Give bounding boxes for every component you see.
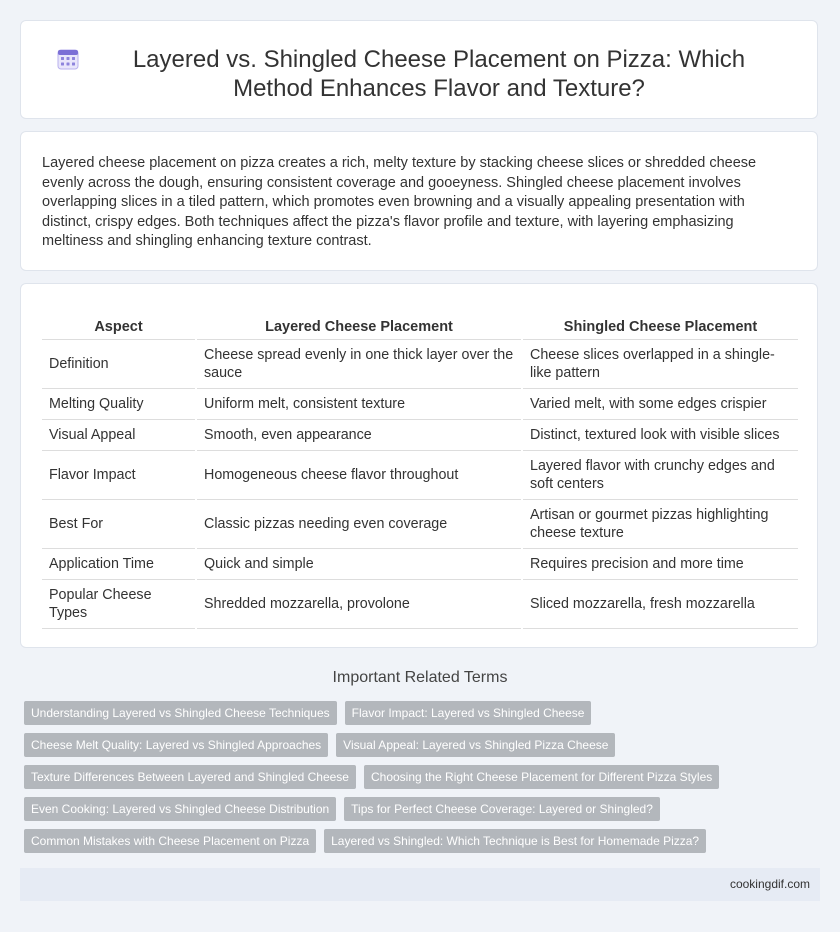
table-cell: Smooth, even appearance: [196, 420, 522, 451]
table-row: [42, 580, 798, 629]
table-cell: Cheese spread evenly in one thick layer over the sauce: [196, 340, 522, 389]
table-cell: Melting Quality: [42, 389, 196, 420]
table-cell: Distinct, textured look with visible slices: [522, 420, 798, 451]
table-cell: Cheese slices overlapped in a shingle-like pattern: [522, 340, 798, 389]
column-header-aspect: Aspect: [42, 314, 196, 340]
related-term-link[interactable]: Cheese Melt Quality: Layered vs Shingled Approaches: [24, 733, 328, 757]
related-term-link[interactable]: Understanding Layered vs Shingled Cheese Techniques: [24, 701, 337, 725]
related-term-link[interactable]: Flavor Impact: Layered vs Shingled Cheese: [345, 701, 592, 725]
tag-row: [24, 765, 724, 789]
table-row: [42, 420, 798, 451]
related-term-link[interactable]: Common Mistakes with Cheese Placement on Pizza: [24, 829, 316, 853]
tag-row: [24, 797, 724, 821]
table-cell: Artisan or gourmet pizzas highlighting cheese texture: [522, 500, 798, 549]
title-card: [20, 20, 818, 119]
related-terms-heading: Important Related Terms: [332, 669, 508, 686]
table-row: [42, 340, 798, 389]
table-cell: Popular Cheese Types: [42, 580, 196, 629]
table-cell: Layered flavor with crunchy edges and soft centers: [522, 451, 798, 500]
table-cell: Sliced mozzarella, fresh mozzarella: [522, 580, 798, 629]
table-cell: Homogeneous cheese flavor throughout: [196, 451, 522, 500]
tag-row: [24, 701, 724, 725]
tag-row: [24, 829, 724, 853]
table-cell: Quick and simple: [196, 549, 522, 580]
table-row: [42, 549, 798, 580]
related-term-link[interactable]: Choosing the Right Cheese Placement for Different Pizza Styles: [364, 765, 719, 789]
intro-paragraph: Layered cheese placement on pizza creates a rich, melty texture by stacking cheese slices or shredded cheese evenly across the dough, ensuring consistent coverage and gooeyness. Shingled cheese placement involves overlapping slices in a tiled pattern, which promotes even browning and a visually appealing presentation with distinct, crispy edges. Both techniques affect the pizza's flavor profile and texture, with layering emphasizing meltiness and shingling enhancing texture contrast.: [42, 155, 757, 249]
table-cell: Classic pizzas needing even coverage: [196, 500, 522, 549]
table-cell: Requires precision and more time: [522, 549, 798, 580]
related-terms-list: [24, 701, 724, 861]
table-cell: Uniform melt, consistent texture: [196, 389, 522, 420]
related-term-link[interactable]: Visual Appeal: Layered vs Shingled Pizza Cheese: [336, 733, 615, 757]
table-cell: Flavor Impact: [42, 451, 196, 500]
table-cell: Visual Appeal: [42, 420, 196, 451]
related-term-link[interactable]: Even Cooking: Layered vs Shingled Cheese Distribution: [24, 797, 336, 821]
tag-row: [24, 733, 724, 757]
table-cell: Shredded mozzarella, provolone: [196, 580, 522, 629]
footer-site-link[interactable]: cookingdif.com: [729, 877, 810, 891]
footer-bar: [20, 868, 820, 901]
related-term-link[interactable]: Layered vs Shingled: Which Technique is Best for Homemade Pizza?: [324, 829, 706, 853]
table-cell: Best For: [42, 500, 196, 549]
intro-card: [20, 131, 818, 271]
related-term-link[interactable]: Tips for Perfect Cheese Coverage: Layered or Shingled?: [344, 797, 660, 821]
table-row: [42, 500, 798, 549]
comparison-table: [42, 314, 798, 629]
table-cell: Application Time: [42, 549, 196, 580]
table-header-row: [42, 314, 798, 340]
column-header-shingled: Shingled Cheese Placement: [522, 314, 798, 340]
column-header-layered: Layered Cheese Placement: [196, 314, 522, 340]
comparison-card: [20, 283, 818, 648]
table-cell: Definition: [42, 340, 196, 389]
related-term-link[interactable]: Texture Differences Between Layered and Shingled Cheese: [24, 765, 356, 789]
table-row: [42, 389, 798, 420]
table-row: [42, 451, 798, 500]
table-cell: Varied melt, with some edges crispier: [522, 389, 798, 420]
page-title: Layered vs. Shingled Cheese Placement on Pizza: Which Method Enhances Flavor and Texture?: [132, 46, 746, 102]
